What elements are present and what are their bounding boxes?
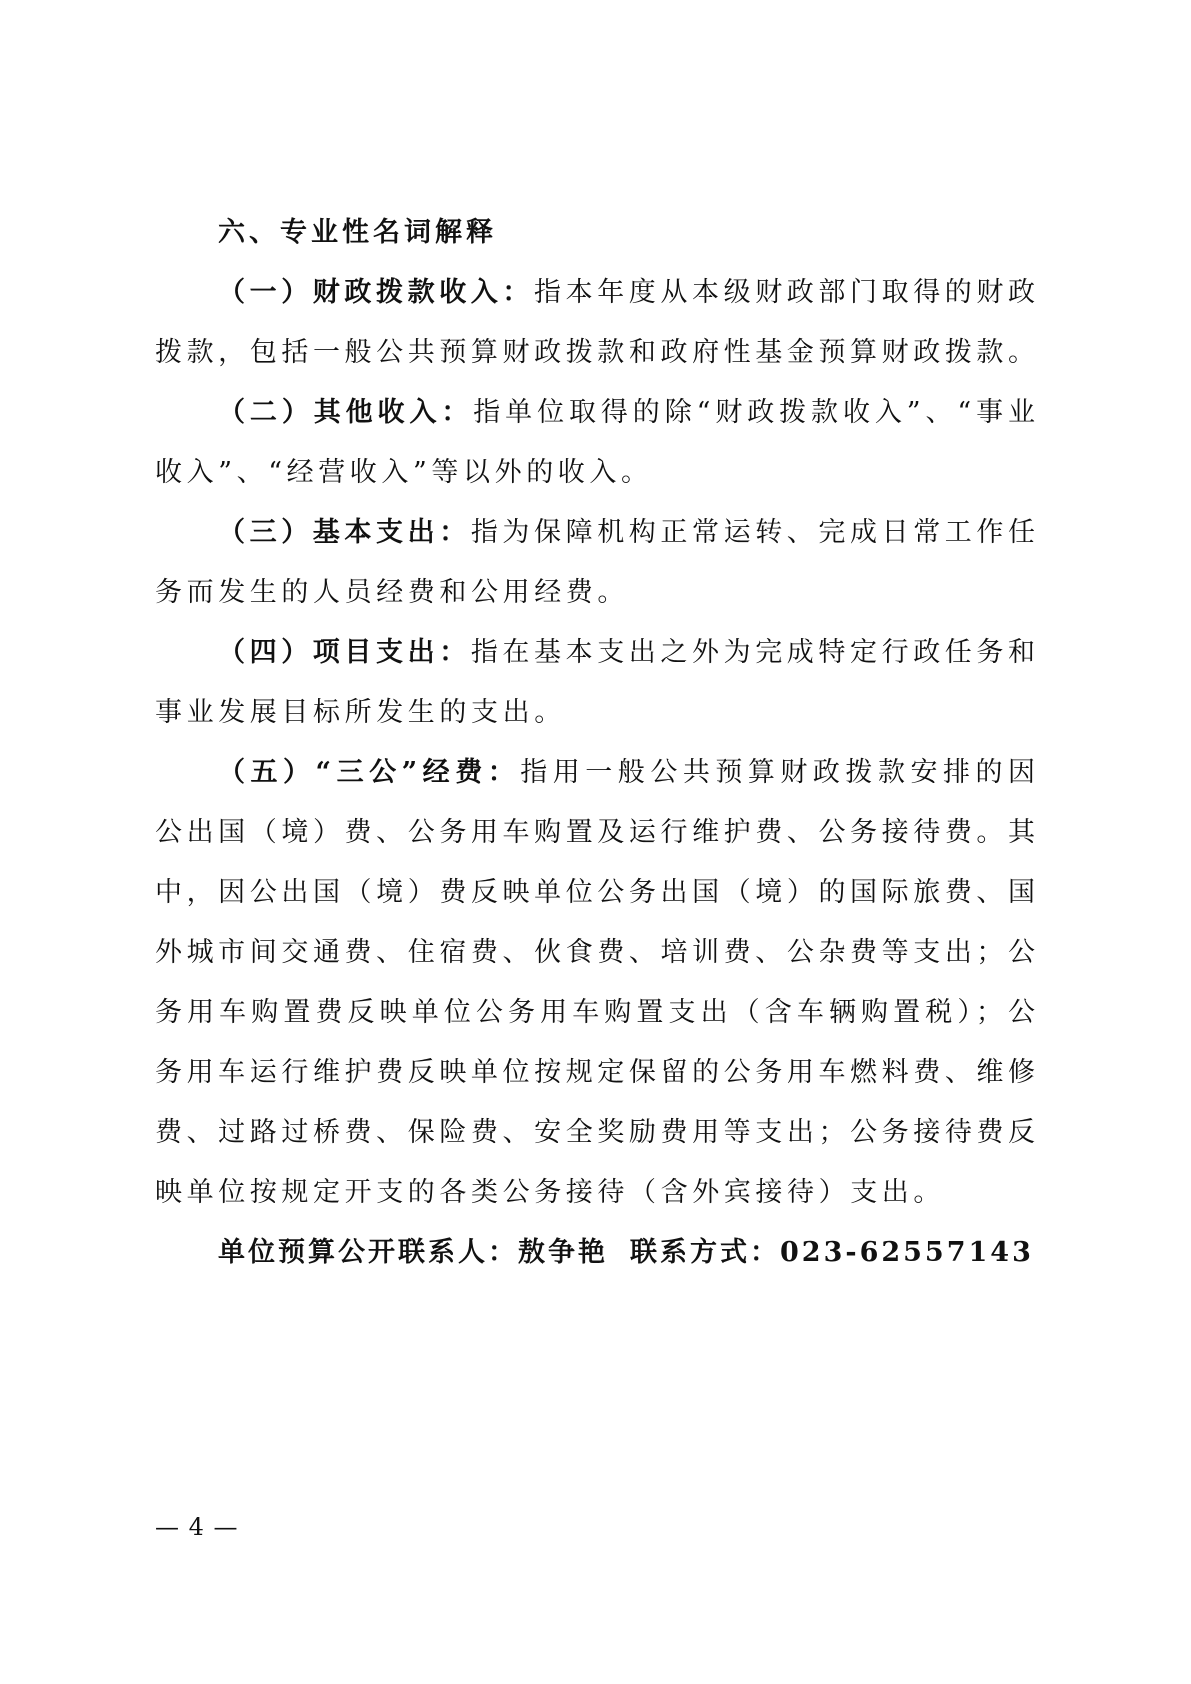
definition-term: （二）其他收入：: [218, 397, 474, 428]
definition-text: 指单位取得的除“财政拨款收入”、“事业: [473, 397, 1035, 428]
definition-item-5-line-8: 映单位按规定开支的各类公务接待（含外宾接待）支出。: [155, 1177, 945, 1208]
definition-item-5-line-3: 中，因公出国（境）费反映单位公务出国（境）的国际旅费、国: [155, 877, 1035, 908]
definition-term: （五）“三公”经费：: [218, 757, 521, 788]
document-body: [155, 218, 1035, 1298]
definition-text: 指本年度从本级财政部门取得的财政: [534, 277, 1035, 308]
definition-item-4-line-1: [155, 638, 1035, 668]
definition-text: 指在基本支出之外为完成特定行政任务和: [470, 637, 1036, 668]
definition-item-2-line-1: [155, 398, 1035, 428]
definition-item-5-line-1: [155, 758, 1035, 788]
definition-term: （三）基本支出：: [218, 517, 471, 548]
definition-term: （一）财政拨款收入：: [218, 277, 534, 308]
definition-item-5-line-2: 公出国（境）费、公务用车购置及运行维护费、公务接待费。其: [155, 817, 1035, 848]
definition-item-1-line-1: [155, 278, 1035, 308]
definition-term: （四）项目支出：: [218, 637, 471, 668]
page-number: — 4 —: [155, 1513, 239, 1541]
definition-item-5-line-6: 务用车运行维护费反映单位按规定保留的公务用车燃料费、维修: [155, 1057, 1035, 1088]
section-title: 六、专业性名词解释: [218, 217, 497, 248]
definition-item-5-line-4: 外城市间交通费、住宿费、伙食费、培训费、公杂费等支出；公: [155, 937, 1035, 968]
definition-text: 指用一般公共预算财政拨款安排的因: [520, 757, 1036, 788]
definition-item-4-line-2: 事业发展目标所发生的支出。: [155, 697, 566, 728]
definition-item-3-line-1: [155, 518, 1035, 548]
contact-person-label: 单位预算公开联系人：: [218, 1237, 518, 1268]
definition-item-3-line-2: 务而发生的人员经费和公用经费。: [155, 577, 629, 608]
contact-line: [155, 1238, 1035, 1268]
definition-item-1-line-2: 拨款，包括一般公共预算财政拨款和政府性基金预算财政拨款。: [155, 337, 1035, 368]
definition-item-2-line-2: 收入”、“经营收入”等以外的收入。: [155, 457, 653, 488]
contact-person-name: 敖争艳: [518, 1237, 608, 1268]
definition-item-5-line-7: 费、过路过桥费、保险费、安全奖励费用等支出；公务接待费反: [155, 1117, 1035, 1148]
contact-phone-label: 联系方式：: [630, 1237, 780, 1268]
definition-item-5-line-5: 务用车购置费反映单位公务用车购置支出（含车辆购置税）；公: [155, 997, 1035, 1028]
contact-phone: 023-62557143: [780, 1237, 1034, 1268]
definition-text: 指为保障机构正常运转、完成日常工作任: [470, 517, 1036, 548]
